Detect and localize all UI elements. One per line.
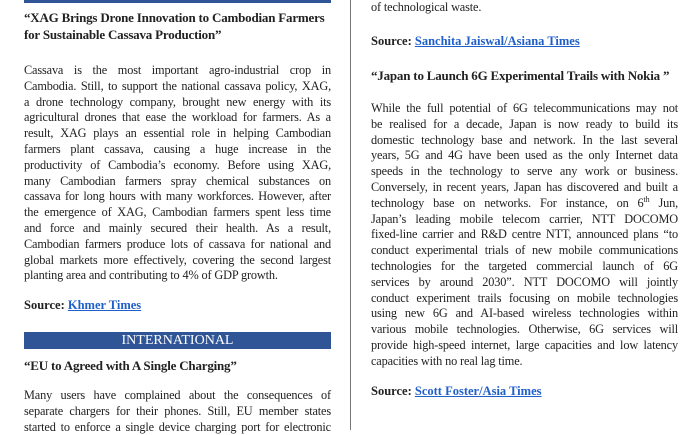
body-line: global markets more effectively, covering the second largest bbox=[24, 252, 331, 267]
source-line-asiana bbox=[371, 34, 678, 49]
body-line: Japan’s leading mobile telecom carrier, NTT DOCOMO bbox=[371, 211, 678, 226]
body-line: using new 6G and AI-based wireless technologies within bbox=[371, 306, 678, 321]
source-label: Source: bbox=[24, 298, 65, 312]
body-line: productivity of Cambodia’s economy. Before using XAG, bbox=[24, 157, 331, 172]
title-line: for Sustainable Cassava Production” bbox=[24, 26, 222, 42]
body-line: be realised for a decade, Japan is now ready to build its bbox=[371, 116, 678, 131]
date-tail: Jun, bbox=[649, 195, 678, 210]
source-link-khmer-times[interactable]: Khmer Times bbox=[67, 298, 142, 312]
source-link-asia-times[interactable]: Scott Foster/Asia Times bbox=[414, 384, 542, 398]
body-line: Conversely, in recent years, Japan has discovered and built a bbox=[371, 179, 678, 194]
body-line: a drone technology company, brought new energy with its bbox=[24, 94, 331, 109]
body-line: and force and mainly secured their health. As a result, bbox=[24, 220, 331, 235]
source-label: Source: bbox=[371, 34, 412, 48]
article-body-xag bbox=[24, 63, 331, 284]
body-line: conduct experimental trials of new mobile communications bbox=[371, 243, 678, 258]
body-line: technologies for the targeted commercial launch of 6G bbox=[371, 258, 678, 273]
body-line: cassava for long hours with many workforces. However, after bbox=[24, 189, 331, 204]
body-line: conduct experiment trails focusing on mobile technologies bbox=[371, 290, 678, 305]
body-line: the emergence of XAG, Cambodian farmers spent less time bbox=[24, 205, 331, 220]
column-divider bbox=[350, 0, 351, 430]
article-title-xag bbox=[24, 10, 331, 43]
article-title-japan: “Japan to Launch 6G Experimental Trails with Nokia ” bbox=[371, 68, 670, 83]
body-line: capacities with no real lag time. bbox=[371, 353, 523, 368]
article-body-japan bbox=[371, 101, 678, 370]
body-line: many Cambodian farmers spray chemical substances on bbox=[24, 173, 331, 188]
body-line: While the full potential of 6G telecommunications may not bbox=[371, 101, 678, 115]
top-accent-bar bbox=[24, 0, 331, 3]
continuation-text: of technological waste. bbox=[371, 0, 482, 14]
body-line: Cassava is the most important agro-industrial crop in bbox=[24, 63, 331, 77]
article-title-eu: “EU to Agreed with A Single Charging” bbox=[24, 358, 237, 373]
body-line: separate chargers for their phones. Still, EU member states bbox=[24, 403, 331, 418]
body-line: farmers plant cassava, causing a huge increase in the bbox=[24, 141, 331, 156]
source-line-xag bbox=[24, 298, 331, 313]
body-line: technology base on networks. For instance, on 6th Jun, bbox=[371, 194, 678, 210]
body-line: speeds in the technology to serve any work or business. bbox=[371, 164, 678, 179]
date-superscript: th bbox=[643, 194, 650, 204]
body-line: Many users have complained about the consequences of bbox=[24, 388, 331, 402]
body-line: planting area and contributing to 4% of GDP growth. bbox=[24, 268, 278, 283]
body-line: services by around 2030”. NTT DOCOMO will jointly bbox=[371, 274, 678, 289]
source-label: Source: bbox=[371, 384, 412, 398]
source-link-asiana-times[interactable]: Sanchita Jaiswal/Asiana Times bbox=[414, 34, 580, 48]
body-line: result, XAG plays an essential role in helping Cambodian bbox=[24, 126, 331, 141]
section-header-international: INTERNATIONAL bbox=[24, 332, 331, 349]
body-line: agricultural drones that ease the workload for farmers. As a bbox=[24, 110, 331, 125]
body-line: started to enforce a single device charging port for electronic bbox=[24, 419, 331, 434]
body-line: fixed-line carrier and R&D centre NTT, announced plans “to bbox=[371, 227, 678, 242]
body-line: years, 5G and 4G have been used as the only Internet data bbox=[371, 148, 678, 163]
source-line-asia-times bbox=[371, 384, 678, 399]
body-line: provide high-speed internet, large capacities and low latency bbox=[371, 337, 678, 352]
article-body-eu bbox=[24, 388, 331, 435]
body-line: Cambodian farmers produce lots of cassava for national and bbox=[24, 236, 331, 251]
body-line: various mobile technologies. Otherwise, 6G services will bbox=[371, 322, 678, 337]
title-line: “XAG Brings Drone Innovation to Cambodian Farmers bbox=[24, 10, 325, 25]
body-line: Cambodia. Still, to support the national cassava policy, XAG, bbox=[24, 78, 331, 93]
body-line: domestic technology base and network. In the last several bbox=[371, 132, 678, 147]
